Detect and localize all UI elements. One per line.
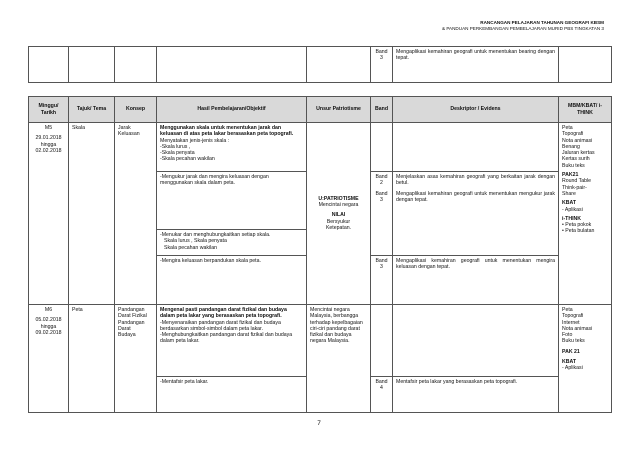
document-header <box>442 20 604 32</box>
col-konsep: Konsep <box>115 97 157 123</box>
empty-cell <box>157 47 307 83</box>
col-minggu: Minggu/ Tarikh <box>29 97 69 123</box>
band-cell <box>371 123 393 172</box>
table-row <box>29 305 612 377</box>
mbm-cell-m6: Peta Topografi Internet Nota animasi Foto Buku teks PAK 21 KBAT - Aplikasi <box>559 305 612 413</box>
empty-cell <box>69 47 115 83</box>
band-cell: Band 4 <box>371 377 393 413</box>
konsep-cell-m5: Jarak Keluasan <box>115 123 157 305</box>
table-row <box>29 123 612 172</box>
descriptor-cell <box>393 123 559 172</box>
hasil-cell: Mengenal pasti pandangan darat fizikal dan budaya dalam peta lakar yang berasaskan peta topografi. -Menyenaraikan pandangan darat fizikal dan budaya berdasarkan simbol-simbol dalam peta lakar. -Menghubungkaitkan pandangan darat fizikal dan budaya dalam peta lakar. <box>157 305 307 377</box>
descriptor-cell: Menjelaskan asas kemahiran geografi yang berkaitan jarak dengan betul. Mengaplikasi kemahiran geografi untuk menentukan mengukur jarak dengan tepat. <box>393 172 559 256</box>
band-cell: Band 3 <box>371 256 393 305</box>
week-cell-m6: M6 05.02.2018 hingga 09.02.2018 <box>29 305 69 413</box>
col-hasil: Hasil Pembelajaran/Objektif <box>157 97 307 123</box>
empty-cell <box>307 47 371 83</box>
header-title: RANCANGAN PELAJARAN TAHUNAN GEOGRAFI KBSM <box>480 20 604 25</box>
hasil-cell: -Menukar dan menghubungkaitkan setiap skala. Skala lurus , Skala penyata Skala pecahan wakilan <box>157 230 307 256</box>
header-subtitle: & PANDUAN PERKEMBANGAN PEMBELAJARAN MURID PBS TINGKATAN 3 <box>441 26 604 31</box>
hasil-cell: -Mengira keluasan berpandukan skala peta. <box>157 256 307 305</box>
header-row <box>29 97 612 123</box>
page-number: 7 <box>317 420 321 427</box>
col-deskriptor: Deskriptor / Evidens <box>393 97 559 123</box>
descriptor-cell: Mengaplikasi kemahiran geografi untuk menentukan bearing dengan tepat. <box>393 47 559 83</box>
band-cell <box>371 305 393 377</box>
main-table <box>28 96 612 413</box>
hasil-cell: Menggunakan skala untuk menentukan jarak dan keluasan di atas peta lakar berasaskan peta topografi. Menyatakan jenis-jenis skala : -Skala lurus , -Skala penyata -Skala pecahan wakilan <box>157 123 307 172</box>
col-tajuk: Tajuk/ Tema <box>69 97 115 123</box>
empty-cell <box>559 47 612 83</box>
descriptor-cell <box>393 305 559 377</box>
col-mbm: MBM/KBAT/ i-THINK <box>559 97 612 123</box>
descriptor-cell: Mengaplikasi kemahiran geografi untuk menentukan mengira keluasan dengan tepat. <box>393 256 559 305</box>
band-cell: Band 3 <box>371 47 393 83</box>
unsur-cell-m5: U:PATRIOTISME Mencintai negara NILAI Bersyukur Ketepatan. <box>307 123 371 305</box>
unsur-cell-m6: Mencintai negara Malaysia, berbangga terhadap kepelbagaian ciri-ciri pandang darat fizikal dan budaya negara Malaysia. <box>307 305 371 413</box>
empty-cell <box>115 47 157 83</box>
col-band: Band <box>371 97 393 123</box>
descriptor-cell: Mentafsir peta lakar yang berasaskan peta topografi. <box>393 377 559 413</box>
band-cell: Band 2 Band 3 <box>371 172 393 256</box>
hasil-cell: -Mengukur jarak dan mengira keluasan dengan menggunakan skala dalam peta. <box>157 172 307 230</box>
col-unsur: Unsur Patriotisme <box>307 97 371 123</box>
tajuk-cell-m6: Peta <box>69 305 115 413</box>
hasil-cell: -Mentafsir peta lakar. <box>157 377 307 413</box>
konsep-cell-m6: Pandangan Darat Fizikal Pandangan Darat Budaya <box>115 305 157 413</box>
week-cell-m5: M5 29.01.2018 hingga 02.02.2018 <box>29 123 69 305</box>
top-continuation-table <box>28 46 612 83</box>
empty-cell <box>29 47 69 83</box>
tajuk-cell-m5: Skala <box>69 123 115 305</box>
mbm-cell-m5: Peta Topografi Nota animasi Benang Jaluran kertas Kertas surih Buku teks PAK21 Round Table Think-pair- Share KBAT - Aplikasi i-THINK • Peta pokok • Peta bulatan <box>559 123 612 305</box>
